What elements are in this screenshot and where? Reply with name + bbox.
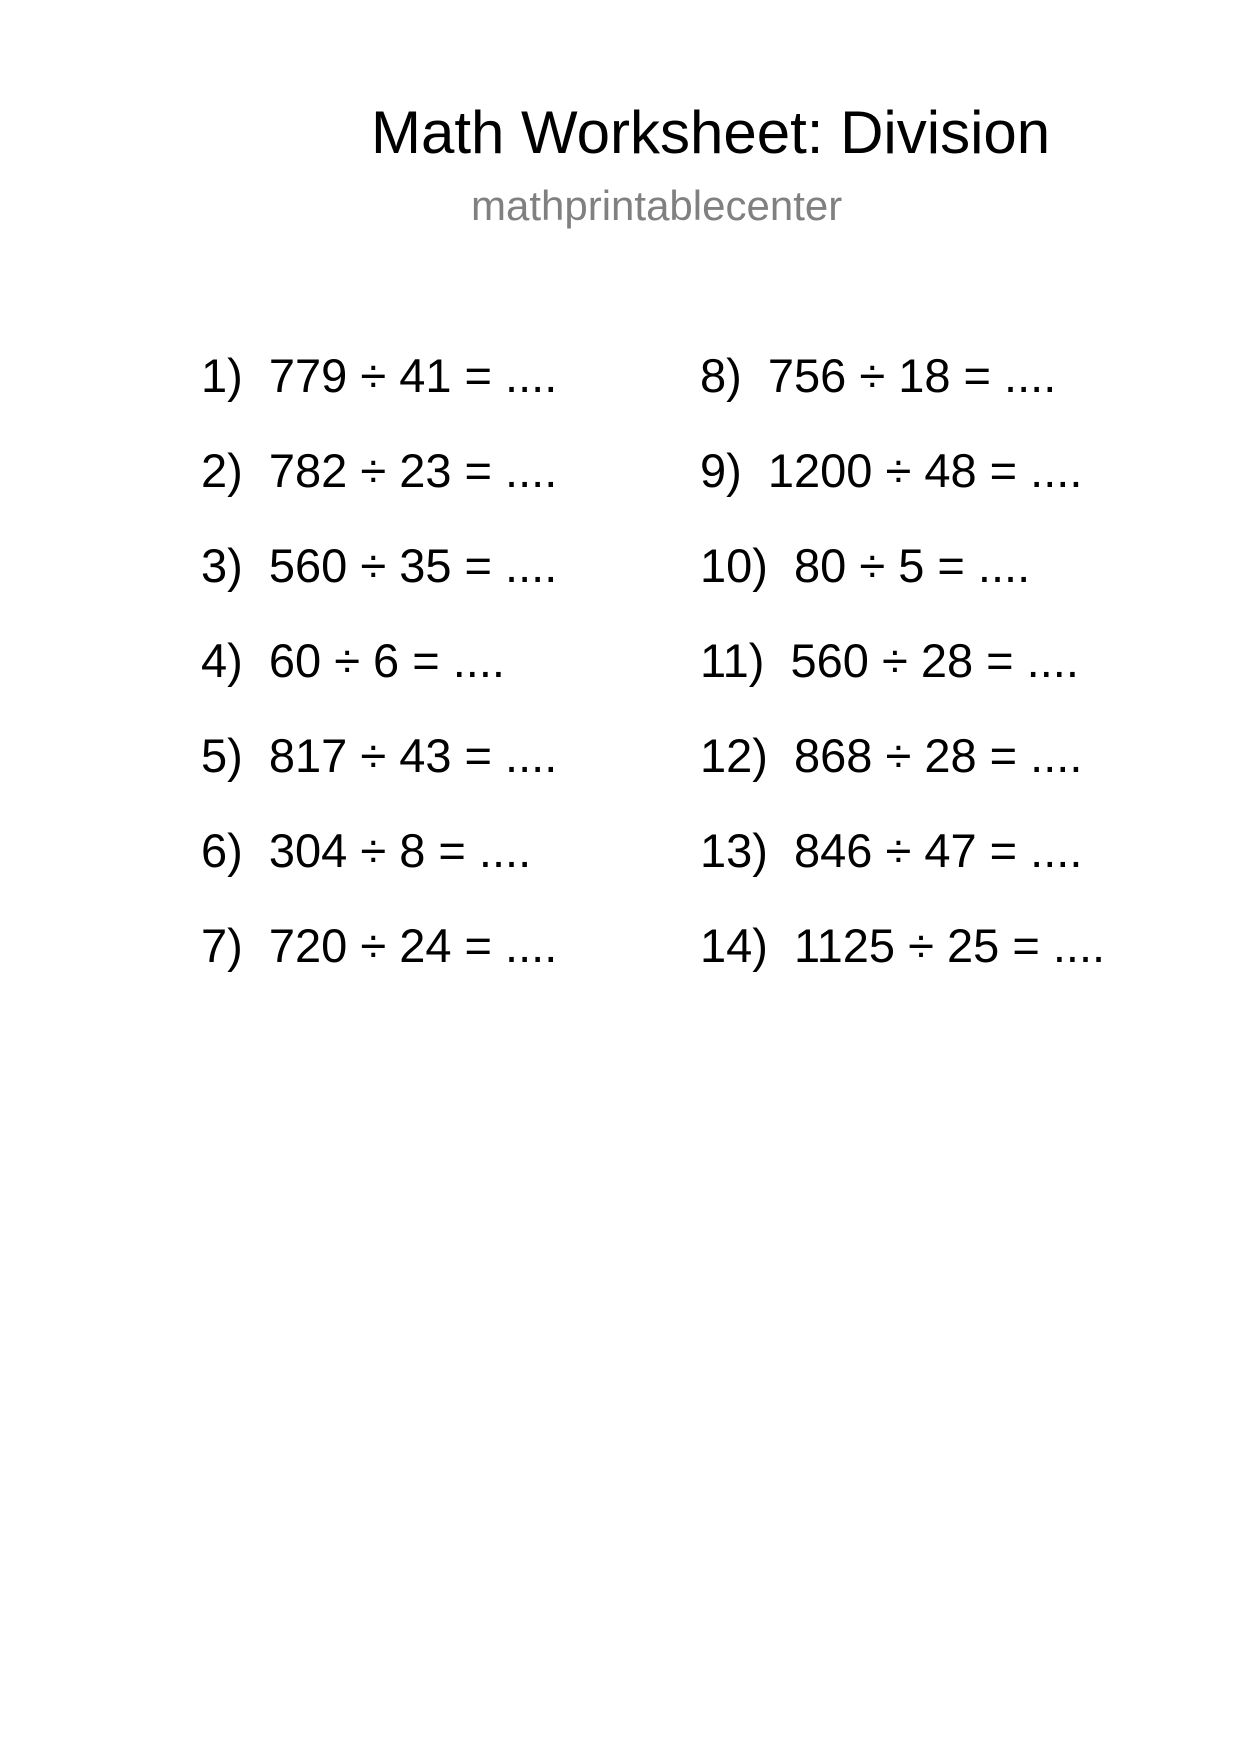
problem-expression: 1200 ÷ 48 = .... <box>767 444 1083 497</box>
problem-number: 3) <box>201 539 243 592</box>
problem-item <box>700 348 1105 443</box>
problem-expression: 779 ÷ 41 = .... <box>268 349 558 402</box>
problem-item <box>700 633 1105 728</box>
problem-item <box>700 728 1105 823</box>
problem-expression: 817 ÷ 43 = .... <box>268 729 558 782</box>
worksheet-subtitle: mathprintablecenter <box>471 182 843 229</box>
problem-number: 12) <box>700 729 768 782</box>
problems-column-right <box>700 348 1105 1013</box>
problem-item <box>700 823 1105 918</box>
problem-expression: 782 ÷ 23 = .... <box>268 444 558 497</box>
problem-item <box>201 918 557 1013</box>
problem-expression: 756 ÷ 18 = .... <box>767 349 1057 402</box>
worksheet-title: Math Worksheet: Division <box>371 99 1051 166</box>
problem-number: 2) <box>201 444 243 497</box>
problem-number: 4) <box>201 634 243 687</box>
problem-item <box>700 918 1105 1013</box>
problem-item <box>201 728 557 823</box>
problem-number: 11) <box>700 634 765 687</box>
problem-number: 13) <box>700 824 768 877</box>
problem-number: 6) <box>201 824 243 877</box>
problems-column-left <box>201 348 557 1013</box>
problem-expression: 60 ÷ 6 = .... <box>268 634 505 687</box>
problem-expression: 1125 ÷ 25 = .... <box>794 919 1106 972</box>
problem-expression: 80 ÷ 5 = .... <box>794 539 1031 592</box>
problem-expression: 720 ÷ 24 = .... <box>268 919 558 972</box>
problem-expression: 846 ÷ 47 = .... <box>794 824 1083 877</box>
problem-item <box>700 538 1105 633</box>
problem-expression: 560 ÷ 28 = .... <box>790 634 1079 687</box>
problem-item <box>201 443 557 538</box>
problem-expression: 304 ÷ 8 = .... <box>268 824 532 877</box>
problem-number: 5) <box>201 729 243 782</box>
problem-item <box>201 823 557 918</box>
problem-expression: 868 ÷ 28 = .... <box>794 729 1083 782</box>
problem-expression: 560 ÷ 35 = .... <box>268 539 558 592</box>
problem-number: 10) <box>700 539 768 592</box>
problem-number: 14) <box>700 919 768 972</box>
problem-item <box>700 443 1105 538</box>
problem-item <box>201 633 557 728</box>
problem-number: 9) <box>700 444 742 497</box>
problem-item <box>201 348 557 443</box>
problem-number: 7) <box>201 919 243 972</box>
problem-number: 1) <box>201 349 243 402</box>
problem-number: 8) <box>700 349 742 402</box>
problem-item <box>201 538 557 633</box>
